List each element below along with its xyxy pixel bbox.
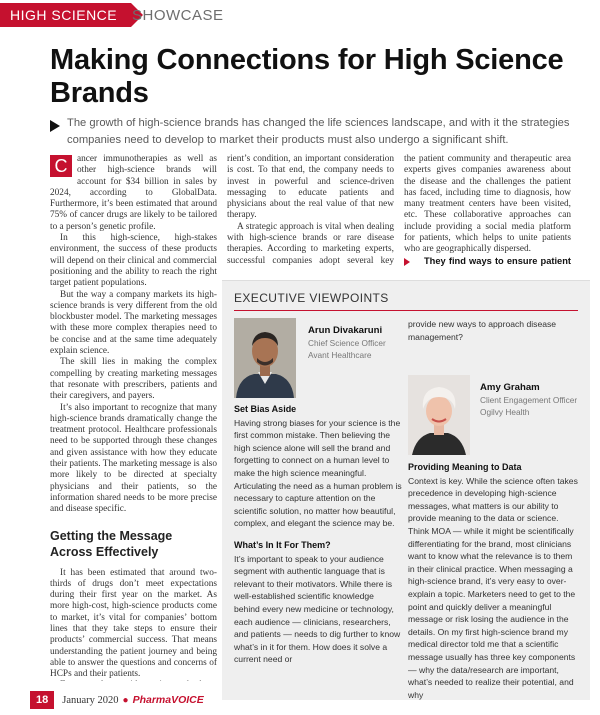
article-paragraph: rient’s condition, an important consideration is cost. To that end, the company needs to invest in powerful and science-driven messaging to educate patients and physicians about the real value of that new therapy. (227, 154, 394, 221)
article-headline: Making Connections for High Science Brands (50, 44, 564, 109)
bullet-lead: They find ways to ensure patient (424, 255, 571, 266)
issue-date: January 2020 (62, 694, 119, 706)
person-name: Arun Divakaruni (308, 325, 383, 336)
article-paragraph: It’s also important to recognize that many high-science brands dramatically change the treatment protocol. Healthcare professionals need to be supported through these changes and given assistance with how they educate their patients. The marketing message is also more likely to be directed at specialty physicians and their patients, so the information shared needs to be more precise and disease specific. (50, 402, 217, 515)
person-title: Chief Science Officer (308, 338, 386, 348)
person-title: Client Engagement Officer (480, 395, 578, 405)
article-paragraph (50, 680, 217, 681)
executive-viewpoints-box (222, 280, 590, 700)
section-banner (0, 0, 600, 30)
article-subhead: Getting the Message Across Effectively (50, 528, 173, 559)
viewpoint-heading: Set Bias Aside (234, 404, 297, 414)
person-name: Amy Graham (480, 382, 540, 393)
article-deck: The growth of high-science brands has changed the life sciences landscape, and with it the strategies companies need to develop to market their products must also undergo a significant shift. (67, 117, 570, 146)
viewpoint-paragraph: It’s important to speak to your audience segment with authentic language that is relevant to their motivators. While there is well-established scientific knowledge behind every new medicine or technology, each audience — clinicians, researchers, and patients — needs to dig further to know what’s in it for them. How does it solve a current need or (234, 553, 401, 665)
viewpoint-column-2 (408, 461, 580, 701)
viewpoint-paragraph: provide new ways to approach disease management? (408, 319, 557, 342)
title-divider (234, 310, 578, 311)
article-paragraph: the patient community and therapeutic area experts gives companies awareness about the disease and the challenges the patient has faced, including time to diagnosis, how many treatment centers have been visited, etc. These collaborative approaches can include providing a social media platform for patients, which helps to unite patients who are geographically dispersed. (404, 154, 571, 255)
page-footer (30, 690, 204, 710)
article-column-3 (404, 154, 571, 266)
portrait-icon (234, 318, 296, 398)
viewpoint-heading: What’s In It For Them? (234, 539, 331, 550)
viewpoint-heading: Providing Meaning to Data (408, 462, 522, 472)
portrait-icon (408, 375, 470, 455)
section-label: HIGH SCIENCE (10, 7, 118, 23)
executive-viewpoints-title: EXECUTIVE VIEWPOINTS (234, 291, 389, 305)
bullet-item (404, 256, 571, 266)
article-column-2 (227, 154, 394, 266)
section-tag (0, 3, 131, 27)
subsection-label: SHOWCASE (132, 7, 224, 24)
person-company: Avant Healthcare (308, 350, 372, 360)
person-1-credit (308, 324, 386, 361)
separator-dot-icon: ● (122, 694, 129, 706)
viewpoint-column-1 (234, 403, 402, 701)
viewpoint-paragraph: Having strong biases for your science is the first common mistake. Then believing the high science alone will sell the brand and forgetting to connect on a human level to make the high science meaningful. Articulating the need as a human problem is necessary to capture attention on the scientific solution, no matter how beautiful, complex, and elegant the science may be. (234, 417, 402, 529)
viewpoint-column-2-continued (408, 318, 580, 354)
article-paragraph: In this high-science, high-stakes environment, the success of these products will depend on their clinical and commercial positioning and the ability to reach the right target patient populations. (50, 233, 217, 289)
article-paragraph: C ancer immunotherapies as well as other high-science brands will account for $34 billion in sales by 2024, according to GlobalData. Furthermore, it’s been estimated that around 75% of cancer drugs are likely to be tailored to a person’s genetic profile. (50, 154, 217, 232)
deck-arrow-icon (50, 120, 60, 132)
article-paragraph: But the way a company markets its high-science brands is very different from the old blockbuster model. The marketing messages with these more complex therapies need to be concise and at the same time adequately explain science. (50, 289, 217, 357)
article-paragraph: It has been estimated that around two-thirds of drugs don’t meet expectations during their first year on the market. As more high-cost, high-science products come to market, it’s vital for companies’ bottom lines that they take steps to ensure their products’ commercial success. That means understanding the patient journey and being able to answer the questions and concerns of HCPs and their patients. (50, 567, 217, 680)
arun-divakaruni-photo (234, 318, 296, 398)
article-column-1 (50, 154, 217, 681)
drop-cap: C (50, 155, 72, 177)
person-2-credit (480, 381, 577, 418)
article-paragraph: The skill lies in making the complex compelling by creating marketing messages that resonate with prescribers, patients and their caregivers, and payers. (50, 357, 217, 402)
amy-graham-photo (408, 375, 470, 455)
article-paragraph: A strategic approach is vital when dealing with high-science brands or rare disease therapies. According to marketing experts, successful companies adopt several key (227, 221, 394, 266)
bullet-arrow-icon (404, 258, 410, 266)
person-company: Ogilvy Health (480, 407, 530, 417)
page-number: 18 (30, 691, 54, 709)
publication-name: PharmaVOICE (132, 694, 204, 706)
viewpoint-paragraph: Context is key. While the science often takes precedence in developing high-science messages, what matters is our ability to provide meaning to the data or science. Think MOA — while it might be scientifically differentiating for the brand, most clinicians want to know what the relevance is to them in their clinical practice. When messaging a high-science brand, it’s very easy to over-explain a topic. Marketers need to get to the point and quickly deliver a meaningful message or risk losing the audience in the details. On my first high-science brand my medical director told me that a scientific message usually has three key components — why the data/research are important, what’s needed to realize their potential, and why (408, 475, 578, 700)
